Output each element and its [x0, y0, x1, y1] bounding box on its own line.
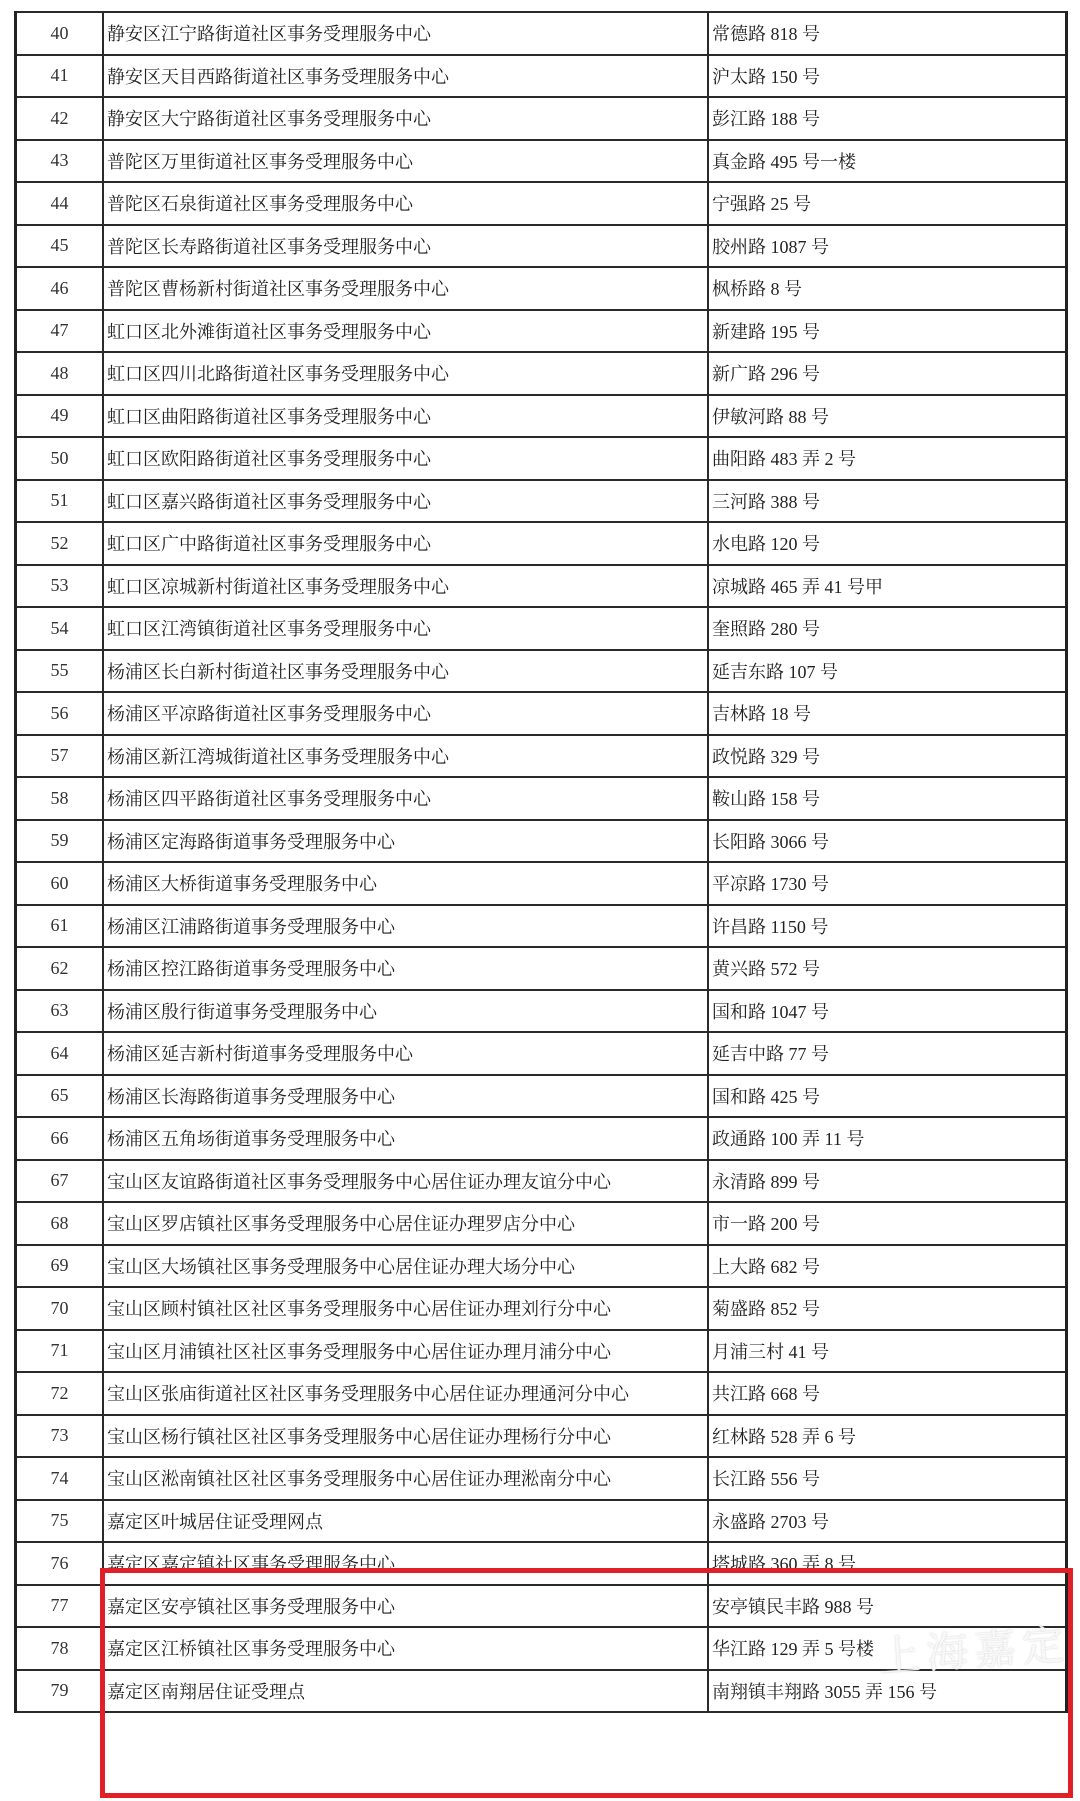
center-address: 沪太路 150 号	[708, 55, 1067, 98]
center-address: 许昌路 1150 号	[708, 905, 1067, 948]
center-name: 杨浦区新江湾城街道社区事务受理服务中心	[103, 735, 708, 778]
row-number: 78	[16, 1627, 104, 1670]
center-name: 嘉定区南翔居住证受理点	[103, 1670, 708, 1713]
center-name: 杨浦区五角场街道事务受理服务中心	[103, 1117, 708, 1160]
row-number: 58	[16, 777, 104, 820]
row-number: 61	[16, 905, 104, 948]
table-row	[16, 1415, 1067, 1458]
row-number: 66	[16, 1117, 104, 1160]
row-number: 48	[16, 352, 104, 395]
row-number: 49	[16, 395, 104, 438]
center-address: 国和路 425 号	[708, 1075, 1067, 1118]
table-body	[16, 12, 1067, 1712]
row-number: 62	[16, 947, 104, 990]
row-number: 70	[16, 1287, 104, 1330]
center-name: 普陀区万里街道社区事务受理服务中心	[103, 140, 708, 183]
table-row	[16, 565, 1067, 608]
table-row	[16, 1500, 1067, 1543]
row-number: 67	[16, 1160, 104, 1203]
center-address: 上大路 682 号	[708, 1245, 1067, 1288]
center-name: 静安区天目西路街道社区事务受理服务中心	[103, 55, 708, 98]
center-address: 奎照路 280 号	[708, 607, 1067, 650]
center-name: 宝山区淞南镇社区社区事务受理服务中心居住证办理淞南分中心	[103, 1457, 708, 1500]
center-name: 宝山区顾村镇社区社区事务受理服务中心居住证办理刘行分中心	[103, 1287, 708, 1330]
center-address: 枫桥路 8 号	[708, 267, 1067, 310]
center-name: 宝山区友谊路街道社区事务受理服务中心居住证办理友谊分中心	[103, 1160, 708, 1203]
row-number: 46	[16, 267, 104, 310]
center-address: 月浦三村 41 号	[708, 1330, 1067, 1373]
row-number: 44	[16, 182, 104, 225]
center-address: 菊盛路 852 号	[708, 1287, 1067, 1330]
center-address: 常德路 818 号	[708, 12, 1067, 55]
table-row	[16, 777, 1067, 820]
center-name: 杨浦区江浦路街道事务受理服务中心	[103, 905, 708, 948]
center-name: 杨浦区控江路街道事务受理服务中心	[103, 947, 708, 990]
center-address: 长阳路 3066 号	[708, 820, 1067, 863]
center-name: 静安区大宁路街道社区事务受理服务中心	[103, 97, 708, 140]
center-address: 安亭镇民丰路 988 号	[708, 1585, 1067, 1628]
center-address: 共江路 668 号	[708, 1372, 1067, 1415]
table-row	[16, 55, 1067, 98]
center-name: 虹口区凉城新村街道社区事务受理服务中心	[103, 565, 708, 608]
table-row	[16, 1542, 1067, 1585]
row-number: 42	[16, 97, 104, 140]
center-name: 宝山区杨行镇社区社区事务受理服务中心居住证办理杨行分中心	[103, 1415, 708, 1458]
table-row	[16, 437, 1067, 480]
row-number: 75	[16, 1500, 104, 1543]
watermark: 上海嘉定	[876, 1619, 1072, 1682]
center-name: 杨浦区延吉新村街道事务受理服务中心	[103, 1032, 708, 1075]
center-name: 普陀区曹杨新村街道社区事务受理服务中心	[103, 267, 708, 310]
center-name: 虹口区四川北路街道社区事务受理服务中心	[103, 352, 708, 395]
center-address: 凉城路 465 弄 41 号甲	[708, 565, 1067, 608]
center-address: 三河路 388 号	[708, 480, 1067, 523]
row-number: 79	[16, 1670, 104, 1713]
table-row	[16, 1032, 1067, 1075]
center-address: 平凉路 1730 号	[708, 862, 1067, 905]
row-number: 52	[16, 522, 104, 565]
center-address: 新广路 296 号	[708, 352, 1067, 395]
center-address: 真金路 495 号一楼	[708, 140, 1067, 183]
table-row	[16, 267, 1067, 310]
center-address: 鞍山路 158 号	[708, 777, 1067, 820]
center-address: 长江路 556 号	[708, 1457, 1067, 1500]
table-row	[16, 735, 1067, 778]
center-name: 杨浦区平凉路街道社区事务受理服务中心	[103, 692, 708, 735]
center-address: 伊敏河路 88 号	[708, 395, 1067, 438]
row-number: 77	[16, 1585, 104, 1628]
center-address: 南翔镇丰翔路 3055 弄 156 号	[708, 1670, 1067, 1713]
row-number: 73	[16, 1415, 104, 1458]
center-name: 虹口区嘉兴路街道社区事务受理服务中心	[103, 480, 708, 523]
row-number: 45	[16, 225, 104, 268]
row-number: 43	[16, 140, 104, 183]
table-row	[16, 1202, 1067, 1245]
table-row	[16, 395, 1067, 438]
row-number: 69	[16, 1245, 104, 1288]
center-name: 杨浦区长白新村街道社区事务受理服务中心	[103, 650, 708, 693]
center-name: 虹口区欧阳路街道社区事务受理服务中心	[103, 437, 708, 480]
table-row	[16, 310, 1067, 353]
table-row	[16, 820, 1067, 863]
service-center-table	[14, 11, 1068, 1713]
table-row	[16, 990, 1067, 1033]
table-row	[16, 1117, 1067, 1160]
center-address: 永盛路 2703 号	[708, 1500, 1067, 1543]
center-address: 延吉中路 77 号	[708, 1032, 1067, 1075]
center-address: 延吉东路 107 号	[708, 650, 1067, 693]
center-address: 曲阳路 483 弄 2 号	[708, 437, 1067, 480]
center-address: 宁强路 25 号	[708, 182, 1067, 225]
table-row	[16, 1245, 1067, 1288]
table-row	[16, 97, 1067, 140]
table-row	[16, 947, 1067, 990]
row-number: 47	[16, 310, 104, 353]
center-address: 彭江路 188 号	[708, 97, 1067, 140]
center-name: 嘉定区嘉定镇社区事务受理服务中心	[103, 1542, 708, 1585]
row-number: 55	[16, 650, 104, 693]
table-row	[16, 480, 1067, 523]
row-number: 71	[16, 1330, 104, 1373]
center-address: 市一路 200 号	[708, 1202, 1067, 1245]
center-address: 永清路 899 号	[708, 1160, 1067, 1203]
center-name: 杨浦区四平路街道社区事务受理服务中心	[103, 777, 708, 820]
row-number: 74	[16, 1457, 104, 1500]
row-number: 68	[16, 1202, 104, 1245]
row-number: 41	[16, 55, 104, 98]
center-address: 水电路 120 号	[708, 522, 1067, 565]
table-row	[16, 1160, 1067, 1203]
row-number: 76	[16, 1542, 104, 1585]
row-number: 59	[16, 820, 104, 863]
center-name: 宝山区月浦镇社区社区事务受理服务中心居住证办理月浦分中心	[103, 1330, 708, 1373]
row-number: 40	[16, 12, 104, 55]
table-row	[16, 1585, 1067, 1628]
center-name: 普陀区石泉街道社区事务受理服务中心	[103, 182, 708, 225]
row-number: 53	[16, 565, 104, 608]
row-number: 57	[16, 735, 104, 778]
center-name: 杨浦区长海路街道事务受理服务中心	[103, 1075, 708, 1118]
table-row	[16, 352, 1067, 395]
table-row	[16, 1457, 1067, 1500]
center-name: 嘉定区安亭镇社区事务受理服务中心	[103, 1585, 708, 1628]
center-address: 政悦路 329 号	[708, 735, 1067, 778]
center-name: 虹口区北外滩街道社区事务受理服务中心	[103, 310, 708, 353]
table-row	[16, 1627, 1067, 1670]
center-address: 新建路 195 号	[708, 310, 1067, 353]
row-number: 54	[16, 607, 104, 650]
center-name: 杨浦区定海路街道事务受理服务中心	[103, 820, 708, 863]
table-row	[16, 12, 1067, 55]
row-number: 63	[16, 990, 104, 1033]
center-name: 静安区江宁路街道社区事务受理服务中心	[103, 12, 708, 55]
center-name: 宝山区大场镇社区事务受理服务中心居住证办理大场分中心	[103, 1245, 708, 1288]
table-row	[16, 522, 1067, 565]
table-row	[16, 225, 1067, 268]
row-number: 60	[16, 862, 104, 905]
table-row	[16, 182, 1067, 225]
row-number: 50	[16, 437, 104, 480]
table-row	[16, 1287, 1067, 1330]
center-name: 虹口区江湾镇街道社区事务受理服务中心	[103, 607, 708, 650]
center-name: 虹口区曲阳路街道社区事务受理服务中心	[103, 395, 708, 438]
row-number: 51	[16, 480, 104, 523]
center-address: 华江路 129 弄 5 号楼	[708, 1627, 1067, 1670]
center-name: 嘉定区江桥镇社区事务受理服务中心	[103, 1627, 708, 1670]
table-row	[16, 862, 1067, 905]
center-address: 吉林路 18 号	[708, 692, 1067, 735]
center-address: 塔城路 360 弄 8 号	[708, 1542, 1067, 1585]
table-row	[16, 650, 1067, 693]
center-address: 政通路 100 弄 11 号	[708, 1117, 1067, 1160]
service-center-table-container	[14, 11, 1068, 1713]
center-name: 嘉定区叶城居住证受理网点	[103, 1500, 708, 1543]
table-row	[16, 607, 1067, 650]
row-number: 72	[16, 1372, 104, 1415]
row-number: 56	[16, 692, 104, 735]
center-name: 宝山区罗店镇社区事务受理服务中心居住证办理罗店分中心	[103, 1202, 708, 1245]
row-number: 64	[16, 1032, 104, 1075]
table-row	[16, 905, 1067, 948]
table-row	[16, 692, 1067, 735]
center-address: 红林路 528 弄 6 号	[708, 1415, 1067, 1458]
center-address: 黄兴路 572 号	[708, 947, 1067, 990]
table-row	[16, 1670, 1067, 1713]
center-name: 杨浦区大桥街道事务受理服务中心	[103, 862, 708, 905]
center-name: 宝山区张庙街道社区社区事务受理服务中心居住证办理通河分中心	[103, 1372, 708, 1415]
center-name: 杨浦区殷行街道事务受理服务中心	[103, 990, 708, 1033]
table-row	[16, 1075, 1067, 1118]
table-row	[16, 1372, 1067, 1415]
center-name: 普陀区长寿路街道社区事务受理服务中心	[103, 225, 708, 268]
table-row	[16, 1330, 1067, 1373]
center-address: 国和路 1047 号	[708, 990, 1067, 1033]
row-number: 65	[16, 1075, 104, 1118]
table-row	[16, 140, 1067, 183]
center-address: 胶州路 1087 号	[708, 225, 1067, 268]
center-name: 虹口区广中路街道社区事务受理服务中心	[103, 522, 708, 565]
